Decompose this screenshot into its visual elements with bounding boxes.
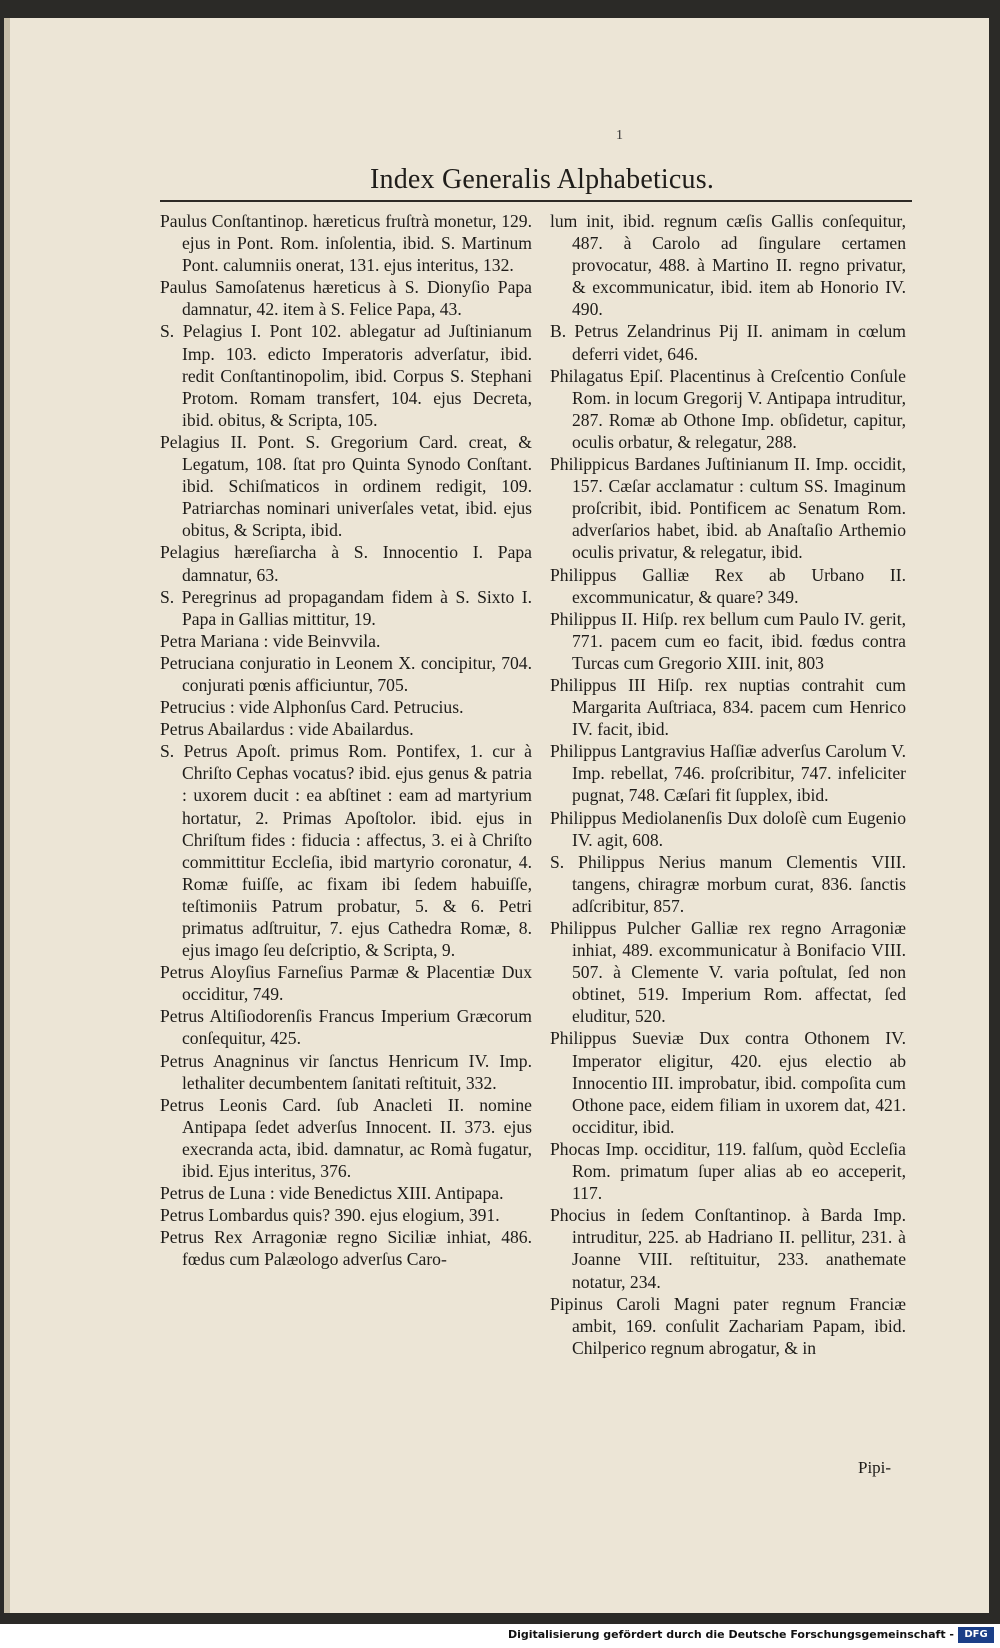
index-entry: Phocas Imp. occiditur, 119. falſum, quòd Eccleſia Rom. primatum ſuper alias ab eo acceperit, 117.	[550, 1138, 906, 1204]
funding-credit: Digitalisierung gefördert durch die Deutsche Forschungsgemeinschaft -	[507, 1628, 954, 1641]
index-entry: Pipinus Caroli Magni pater regnum Franciæ ambit, 169. conſulit Zachariam Papam, ibid. Chilperico regnum abrogatur, & in	[550, 1293, 906, 1358]
index-entry: Petrus Aloyſius Farneſius Parmæ & Placentiæ Dux occiditur, 749.	[160, 962, 532, 1005]
header-rule	[160, 200, 912, 202]
index-entry: Petrus Leonis Card. ſub Anacleti II. nomine Antipapa ſedet adverſus Innocent. II. 373. ejus execranda acta, ibid. damnatur, ac Romà fugatur, ibid. Ejus interitus, 376.	[160, 1094, 532, 1182]
index-entry: Philagatus Epiſ. Placentinus à Creſcentio Conſule Rom. in locum Gregorij V. Antipapa intruditur, 287. Romæ ab Othone Imp. obſidetur, capitur, oculis orbatur, & relegatur, 288.	[550, 365, 906, 452]
index-entry: Petrus de Luna : vide Benedictus XIII. Antipapa.	[160, 1183, 504, 1204]
index-entry: S. Philippus Nerius manum Clementis VIII. tangens, chiragræ morbum curat, 836. ſanctis adſcribitur, 857.	[550, 851, 906, 916]
index-entry: lum init, ibid. regnum cæſis Gallis conſequitur, 487. à Carolo ad ſingulare certamen provocatur, 488. à Martino II. regno privatur, & excommunicatur, ibid. item ab Honorio IV. 490.	[550, 211, 906, 320]
book-page	[4, 18, 989, 1613]
index-entry: Phocius in ſedem Conſtantinop. à Barda Imp. intruditur, 225. ab Hadriano II. pellitur, 231. à Joanne VIII. reſtituitur, 233. anathemate notatur, 234.	[550, 1205, 906, 1292]
index-entry: Petrus Abailardus : vide Abailardus.	[160, 719, 414, 740]
index-entry: Philippus Sueviæ Dux contra Othonem IV. Imperator eligitur, 420. ejus electio ab Innocentio III. improbatur, ibid. compoſita cum Othone pace, eidem filiam in uxorem dat, 421. occiditur, ibid.	[550, 1028, 906, 1137]
index-entry: Philippus III Hiſp. rex nuptias contrahit cum Margarita Auſtriaca, 834. pacem cum Henrico IV. facit, ibid.	[550, 674, 906, 740]
index-entry: Petruciana conjuratio in Leonem X. concipitur, 704. conjurati pœnis afficiuntur, 705.	[160, 652, 532, 695]
index-entry: Pelagius II. Pont. S. Gregorium Card. creat, & Legatum, 108. ſtat pro Quinta Synodo Conſtant. ibid. Schiſmaticos in ordinem redigit, 109. Patriarchas nominari univerſales vetat, ibid. ejus obitus, & Scripta, ibid.	[160, 431, 532, 541]
index-column-left	[160, 210, 532, 1271]
index-entry: S. Petrus Apoſt. primus Rom. Pontifex, 1. cur à Chriſto Cephas vocatus? ibid. ejus genus & patria : uxorem ducit : ea abſtinet : eam ad martyrium hortatur, 2. Primas Apoſtolor. ibid. ejus in Chriſtum fides : fiducia : affectus, 3. ei à Chriſto committitur Eccleſia, ibid martyrio coronatur, 4. Romæ fuiſſe, ac fixam ibi ſedem habuiſſe, teſtimoniis Patrum probatur, 5. & 6. Petri primatus adſtruitur, 7. ejus Cathedra Romæ, 8. ejus imago ſeu deſcriptio, & Scripta, 9.	[160, 741, 532, 961]
index-entry: Philippus Lantgravius Haſſiæ adverſus Carolum V. Imp. rebellat, 746. proſcribitur, 747. infeliciter pugnat, 748. Cæſari fit ſupplex, ibid.	[550, 741, 906, 806]
index-entry: Philippicus Bardanes Juſtinianum II. Imp. occidit, 157. Cæſar acclamatur : cultum SS. Imaginum proſcribit, ibid. Pontificem ac Senatum Rom. adverſarios habet, ibid. ab Anaſtaſio Arthemio oculis privatur, & relegatur, ibid.	[550, 454, 906, 563]
index-entry: Philippus Galliæ Rex ab Urbano II. excommunicatur, & quare? 349.	[550, 564, 906, 607]
index-entry: S. Pelagius I. Pont 102. ablegatur ad Juſtinianum Imp. 103. edicto Imperatoris adverſatur, ibid. redit Conſtantinopolim, ibid. Corpus S. Stephani Protom. Romam transfert, 104. ejus Decreta, ibid. obitus, & Scripta, 105.	[160, 321, 532, 430]
digitization-footer	[0, 1624, 1000, 1648]
index-entry: Petra Mariana : vide Beinvvila.	[160, 630, 381, 651]
catchword: Pipi-	[858, 1458, 892, 1477]
index-entry: Philippus II. Hiſp. rex bellum cum Paulo IV. gerit, 771. pacem cum eo facit, ibid. fœdus contra Turcas cum Gregorio XIII. init, 803	[550, 608, 906, 673]
dfg-logo[interactable]: DFG	[958, 1627, 994, 1643]
page-number: 1	[616, 128, 623, 143]
index-entry: Paulus Samoſatenus hæreticus à S. Dionyſio Papa damnatur, 42. item à S. Felice Papa, 43.	[160, 277, 532, 320]
index-entry: Philippus Pulcher Galliæ rex regno Arragoniæ inhiat, 489. excommunicatur à Bonifacio VIII. 507. à Clemente V. varia poſtulat, ſed non obtinet, 519. Imperium Rom. affectat, ſed eluditur, 520.	[550, 918, 906, 1027]
index-entry: Petrucius : vide Alphonſus Card. Petrucius.	[160, 697, 464, 718]
index-entry: Paulus Conſtantinop. hæreticus fruſtrà monetur, 129. ejus in Pont. Rom. inſolentia, ibid. S. Martinum Pont. calumniis onerat, 131. ejus interitus, 132.	[160, 211, 532, 276]
index-entry: Petrus Lombardus quis? 390. ejus elogium, 391.	[160, 1205, 500, 1226]
index-column-right	[550, 210, 906, 1359]
index-entry: Petrus Anagninus vir ſanctus Henricum IV. Imp. lethaliter decumbentem ſanitati reſtituit, 332.	[160, 1050, 532, 1093]
index-entry: Petrus Rex Arragoniæ regno Siciliæ inhiat, 486. fœdus cum Palæologo adverſus Caro-	[160, 1227, 532, 1270]
page-header: Index Generalis Alphabeticus.	[370, 164, 715, 195]
index-entry: Petrus Altiſiodorenſis Francus Imperium Græcorum conſequitur, 425.	[160, 1006, 532, 1049]
index-entry: Philippus Mediolanenſis Dux doloſè cum Eugenio IV. agit, 608.	[550, 807, 906, 850]
index-entry: B. Petrus Zelandrinus Pij II. animam in cœlum deferri videt, 646.	[550, 321, 906, 364]
index-entry: S. Peregrinus ad propagandam fidem à S. Sixto I. Papa in Gallias mittitur, 19.	[160, 586, 532, 629]
index-entry: Pelagius hæreſiarcha à S. Innocentio I. Papa damnatur, 63.	[160, 542, 532, 585]
